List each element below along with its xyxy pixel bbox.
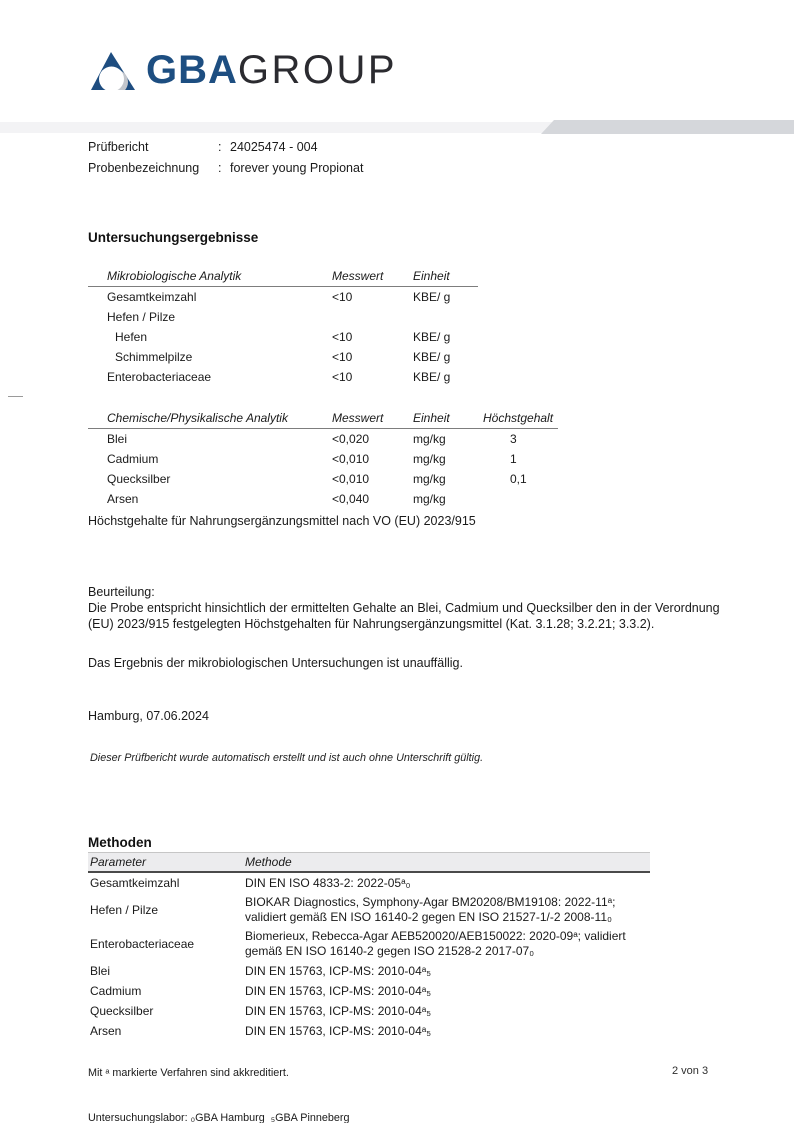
method-description: DIN EN 15763, ICP-MS: 2010-04ᵃ₅	[245, 963, 432, 978]
report-number-row	[88, 137, 363, 158]
parameter-name: Arsen	[90, 1023, 122, 1038]
chemistry-header-row	[88, 408, 558, 429]
microbiology-table	[88, 266, 478, 387]
parameter-name: Hefen / Pilze	[90, 902, 159, 917]
assessment-paragraph: Die Probe entspricht hinsichtlich der ermittelten Gehalte an Blei, Cadmium und Quecksilber den in der Verordnung (EU) 2023/915 festgelegten Höchstgehalten für Nahrungsergänzungsmittel (Kat. 3.1.28; 3.2.21; 3.3.2).	[88, 601, 720, 631]
assessment-section	[88, 584, 720, 671]
column-header-messwert: Messwert	[332, 266, 413, 287]
auto-generated-note: Dieser Prüfbericht wurde automatisch erstellt und ist auch ohne Unterschrift gültig.	[90, 752, 484, 764]
laboratory-note: Untersuchungslabor: ₀GBA Hamburg ₅GBA Pinneberg	[88, 1112, 350, 1123]
methods-header-row	[88, 853, 650, 873]
analyte-name: Schimmelpilze	[115, 350, 193, 364]
logo-text-gba: GBA	[146, 48, 238, 92]
column-header-hoechstgehalt: Höchstgehalt	[483, 408, 558, 429]
column-header-einheit: Einheit	[413, 408, 483, 429]
unit: mg/kg	[413, 432, 446, 446]
measured-value: <10	[332, 290, 353, 304]
place-and-date: Hamburg, 07.06.2024	[88, 709, 209, 723]
methods-table	[88, 852, 650, 1041]
analyte-name: Blei	[107, 432, 128, 446]
gba-triangle-icon	[91, 52, 135, 90]
parameter-name: Quecksilber	[90, 1003, 154, 1018]
measured-value: <0,010	[332, 472, 370, 486]
table-row	[88, 893, 650, 927]
report-meta	[88, 137, 363, 179]
table-row	[88, 287, 478, 308]
parameter-name: Cadmium	[90, 983, 142, 998]
table-row	[88, 961, 650, 981]
table-row	[88, 981, 650, 1001]
sample-name-row	[88, 158, 363, 179]
accreditation-note: Mit ᵃ markierte Verfahren sind akkreditiert.	[88, 1067, 289, 1079]
table-row	[88, 469, 558, 489]
header-band-dark	[541, 120, 794, 134]
analyte-name: Arsen	[107, 492, 139, 506]
column-header-messwert: Messwert	[332, 408, 413, 429]
assessment-label: Beurteilung:	[88, 585, 155, 599]
measured-value: <0,020	[332, 432, 370, 446]
method-description: BIOKAR Diagnostics, Symphony-Agar BM20208/BM19108: 2022-11ᵃ; validiert gemäß EN ISO 16140-2 gegen EN ISO 21527-1/-2 2008-11₀	[245, 895, 616, 924]
unit: KBE/ g	[413, 330, 451, 344]
assessment-paragraph-2: Das Ergebnis der mikrobiologischen Untersuchungen ist unauffällig.	[88, 656, 463, 670]
analyte-name: Hefen	[115, 330, 148, 344]
analyte-name: Cadmium	[107, 452, 159, 466]
report-number-value: 24025474 - 004	[230, 140, 318, 154]
column-header-analytik: Mikrobiologische Analytik	[88, 266, 332, 287]
results-section-title: Untersuchungsergebnisse	[88, 230, 259, 245]
method-description: DIN EN 15763, ICP-MS: 2010-04ᵃ₅	[245, 983, 432, 998]
report-number-label: Prüfbericht	[88, 140, 149, 154]
measured-value: <0,010	[332, 452, 370, 466]
colon-separator: :	[218, 140, 222, 154]
method-description: Biomerieux, Rebecca-Agar AEB520020/AEB150022: 2020-09ᵃ; validiert gemäß EN ISO 16140-2 gegen ISO 21528-2 2017-07₀	[245, 929, 626, 958]
parameter-name: Enterobacteriaceae	[90, 936, 195, 951]
table-row	[88, 307, 478, 327]
table-row	[88, 429, 558, 450]
analyte-name: Hefen / Pilze	[107, 310, 176, 324]
sample-name-value: forever young Propionat	[230, 161, 364, 175]
unit: mg/kg	[413, 492, 446, 506]
logo-wordmark	[146, 50, 397, 90]
method-description: DIN EN 15763, ICP-MS: 2010-04ᵃ₅	[245, 1003, 432, 1018]
limits-note: Höchstgehalte für Nahrungsergänzungsmittel nach VO (EU) 2023/915	[88, 514, 476, 528]
measured-value: <10	[332, 350, 353, 364]
table-row	[88, 327, 478, 347]
measured-value: <10	[332, 370, 353, 384]
column-header-analytik: Chemische/Physikalische Analytik	[88, 408, 332, 429]
measured-value: <0,040	[332, 492, 370, 506]
table-row	[88, 927, 650, 961]
analyte-name: Quecksilber	[107, 472, 171, 486]
logo-text-group: GROUP	[237, 48, 398, 92]
method-description: DIN EN 15763, ICP-MS: 2010-04ᵃ₅	[245, 1023, 432, 1038]
unit: KBE/ g	[413, 370, 451, 384]
table-row	[88, 1001, 650, 1021]
parameter-name: Gesamtkeimzahl	[90, 875, 180, 890]
parameter-name: Blei	[90, 963, 111, 978]
analyte-name: Gesamtkeimzahl	[107, 290, 197, 304]
table-row	[88, 489, 558, 509]
column-header-parameter: Parameter	[88, 853, 245, 873]
method-description: DIN EN ISO 4833-2: 2022-05ᵃ₀	[245, 875, 411, 890]
limit-value: 3	[510, 432, 517, 446]
measured-value	[332, 307, 413, 327]
unit: mg/kg	[413, 452, 446, 466]
limit-value: 1	[510, 452, 517, 466]
analyte-name: Enterobacteriaceae	[107, 370, 212, 384]
limit-value	[483, 489, 558, 509]
methods-section-title: Methoden	[88, 835, 152, 850]
column-header-einheit: Einheit	[413, 266, 478, 287]
table-row	[88, 367, 478, 387]
unit: KBE/ g	[413, 290, 451, 304]
table-row	[88, 347, 478, 367]
unit: KBE/ g	[413, 350, 451, 364]
unit: mg/kg	[413, 472, 446, 486]
table-row	[88, 449, 558, 469]
limit-value: 0,1	[510, 472, 527, 486]
column-header-methode: Methode	[245, 853, 650, 873]
unit	[413, 307, 478, 327]
page-number: 2 von 3	[672, 1065, 709, 1077]
methods-footnotes	[88, 1036, 350, 1123]
sample-name-label: Probenbezeichnung	[88, 161, 200, 175]
chemistry-table	[88, 408, 558, 509]
colon-separator: :	[218, 161, 222, 175]
table-row	[88, 872, 650, 893]
fold-mark	[8, 396, 23, 397]
microbiology-header-row	[88, 266, 478, 287]
measured-value: <10	[332, 330, 353, 344]
